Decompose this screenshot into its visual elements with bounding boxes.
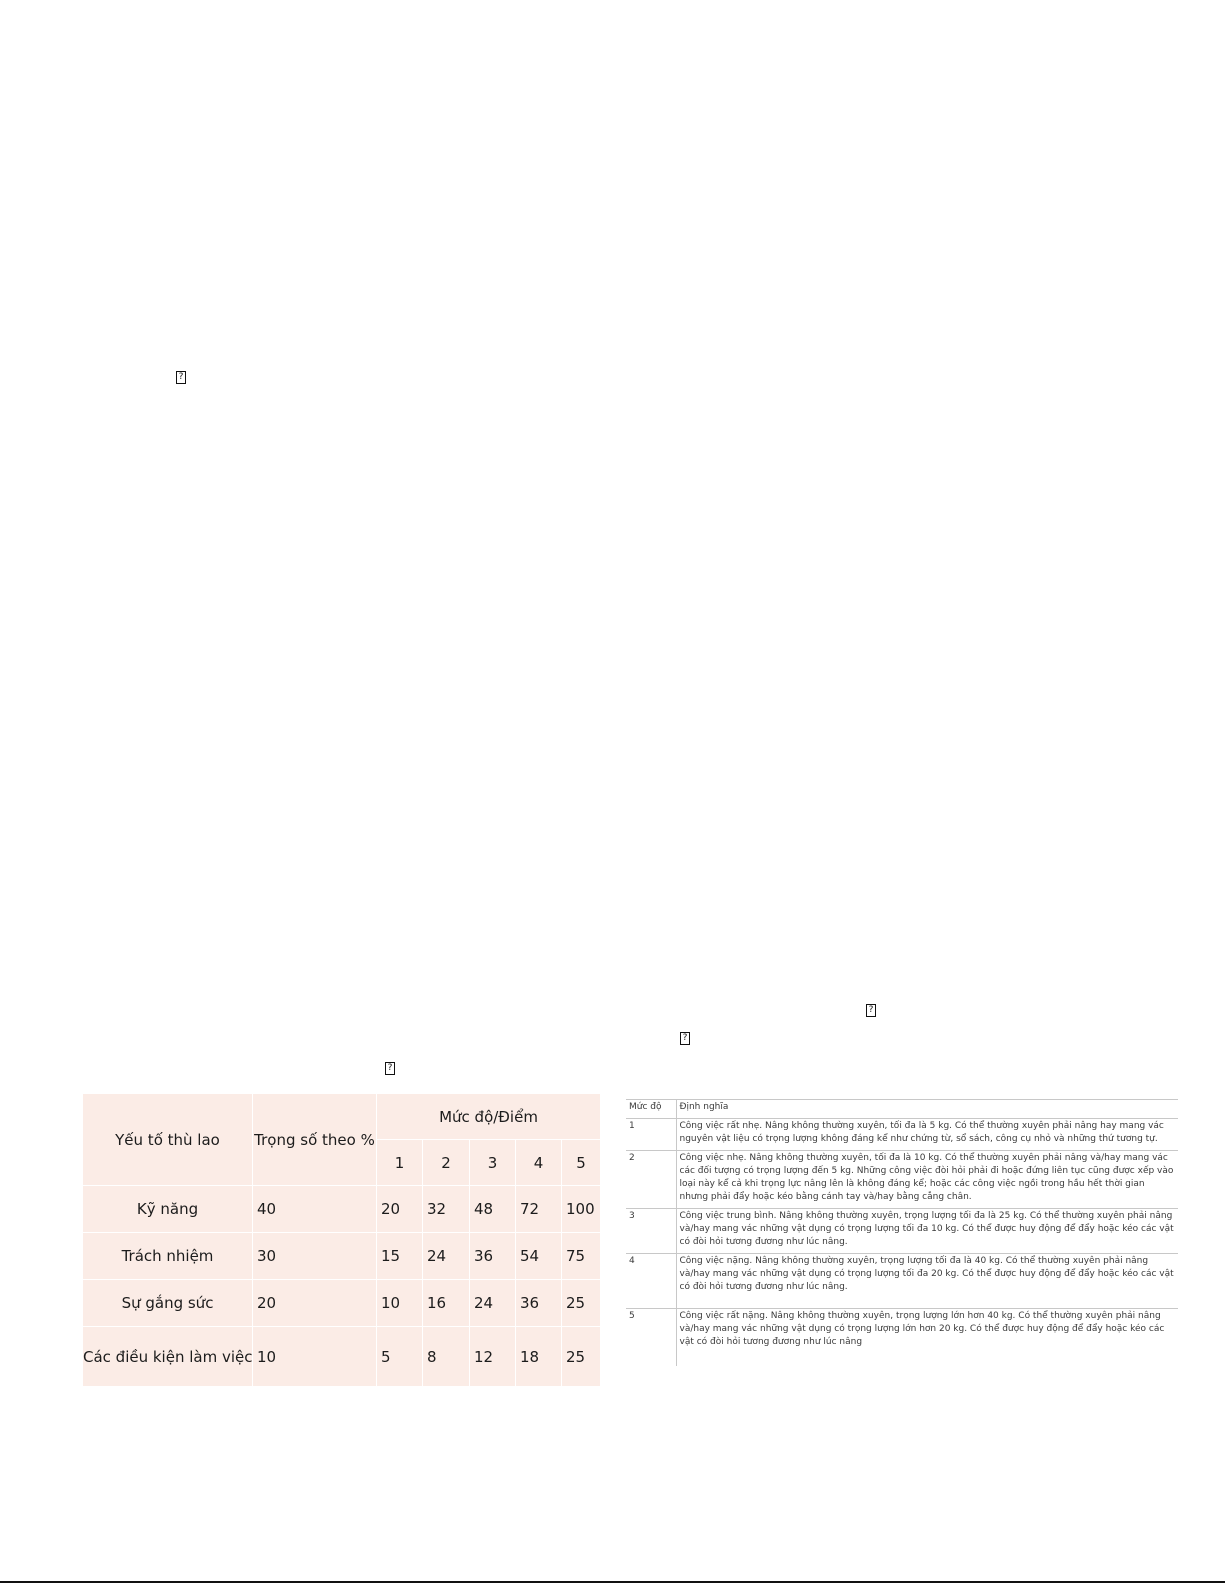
table-row xyxy=(626,1119,1178,1151)
table-row xyxy=(83,1280,601,1327)
level-header: 4 xyxy=(516,1140,562,1186)
level-cell: 4 xyxy=(626,1254,676,1309)
missing-glyph-icon: ? xyxy=(176,371,186,384)
table-row xyxy=(626,1151,1178,1209)
points-cell: 24 xyxy=(470,1280,516,1327)
missing-glyph-icon: ? xyxy=(866,1004,876,1017)
col-header-levels: Mức độ/Điểm xyxy=(377,1094,601,1140)
points-cell: 5 xyxy=(377,1327,423,1387)
points-cell: 25 xyxy=(562,1327,601,1387)
points-table xyxy=(82,1093,601,1387)
weight-cell: 30 xyxy=(253,1233,377,1280)
points-cell: 25 xyxy=(562,1280,601,1327)
factor-cell: Kỹ năng xyxy=(83,1186,253,1233)
points-cell: 72 xyxy=(516,1186,562,1233)
definition-cell: Công việc trung bình. Nâng không thường xuyên, trọng lượng tối đa là 25 kg. Có thể thường xuyên phải nâng và/hay mang vác những vật dụng có trọng lượng tối đa 10 kg. Có thể được huy động để đẩy hoặc kéo các vật có đòi hỏi tương đương như lúc nâng. xyxy=(676,1209,1178,1254)
weight-cell: 10 xyxy=(253,1327,377,1387)
definition-table xyxy=(626,1099,1178,1366)
table-row xyxy=(626,1254,1178,1309)
points-cell: 36 xyxy=(516,1280,562,1327)
points-cell: 15 xyxy=(377,1233,423,1280)
factor-cell: Các điều kiện làm việc xyxy=(83,1327,253,1387)
table-row xyxy=(626,1209,1178,1254)
points-cell: 36 xyxy=(470,1233,516,1280)
points-cell: 48 xyxy=(470,1186,516,1233)
points-cell: 100 xyxy=(562,1186,601,1233)
points-cell: 32 xyxy=(423,1186,470,1233)
definition-cell: Công việc rất nặng. Nâng không thường xuyên, trọng lượng lớn hơn 40 kg. Có thể thường xuyên phải nâng và/hay mang vác những vật dụng có trọng lượng lớn hơn 20 kg. Có thể được huy động để đẩy hoặc kéo các vật có đòi hỏi tương đương như lúc nâng xyxy=(676,1309,1178,1367)
definition-cell: Công việc rất nhẹ. Nâng không thường xuyên, tối đa là 5 kg. Có thể thường xuyên phải nâng hay mang vác nguyên vật liệu có trọng lượng không đáng kể như chứng từ, sổ sách, công cụ nhỏ và những thứ tương tự. xyxy=(676,1119,1178,1151)
level-cell: 5 xyxy=(626,1309,676,1367)
points-cell: 54 xyxy=(516,1233,562,1280)
missing-glyph-icon: ? xyxy=(680,1032,690,1045)
col-header-factor: Yếu tố thù lao xyxy=(83,1094,253,1186)
level-cell: 3 xyxy=(626,1209,676,1254)
table-row xyxy=(83,1186,601,1233)
definition-cell: Công việc nặng. Nâng không thường xuyên, trọng lượng tối đa là 40 kg. Có thể thường xuyên phải nâng và/hay mang vác những vật dụng có trọng lượng tối đa 20 kg. Có thể được huy động để đẩy hoặc kéo các vật có đòi hỏi tương đương như lúc nâng. xyxy=(676,1254,1178,1309)
weight-cell: 40 xyxy=(253,1186,377,1233)
missing-glyph-icon: ? xyxy=(385,1062,395,1075)
level-header: 1 xyxy=(377,1140,423,1186)
points-cell: 8 xyxy=(423,1327,470,1387)
level-header: 5 xyxy=(562,1140,601,1186)
level-cell: 2 xyxy=(626,1151,676,1209)
points-cell: 16 xyxy=(423,1280,470,1327)
weight-cell: 20 xyxy=(253,1280,377,1327)
definition-cell: Công việc nhẹ. Nâng không thường xuyên, tối đa là 10 kg. Có thể thường xuyên phải nâng và/hay mang vác các đối tượng có trọng lượng đến 5 kg. Những công việc đòi hỏi phải đi hoặc đứng liên tục cũng được xếp vào loại này kể cả khi trọng lực nâng lên là không đáng kể; hoặc các công việc ngồi trong hầu hết thời gian nhưng phải đẩy hoặc kéo bằng cánh tay và/hay bằng cẳng chân. xyxy=(676,1151,1178,1209)
points-cell: 12 xyxy=(470,1327,516,1387)
factor-cell: Trách nhiệm xyxy=(83,1233,253,1280)
points-cell: 75 xyxy=(562,1233,601,1280)
points-cell: 20 xyxy=(377,1186,423,1233)
col-header-weight: Trọng số theo % xyxy=(253,1094,377,1186)
col-header-definition: Định nghĩa xyxy=(676,1100,1178,1119)
points-cell: 10 xyxy=(377,1280,423,1327)
level-header: 2 xyxy=(423,1140,470,1186)
points-cell: 18 xyxy=(516,1327,562,1387)
level-cell: 1 xyxy=(626,1119,676,1151)
level-header: 3 xyxy=(470,1140,516,1186)
page-bottom-rule xyxy=(0,1581,1225,1583)
points-cell: 24 xyxy=(423,1233,470,1280)
table-row xyxy=(626,1309,1178,1367)
table-row xyxy=(83,1233,601,1280)
factor-cell: Sự gắng sức xyxy=(83,1280,253,1327)
table-row xyxy=(83,1327,601,1387)
col-header-level: Mức độ xyxy=(626,1100,676,1119)
